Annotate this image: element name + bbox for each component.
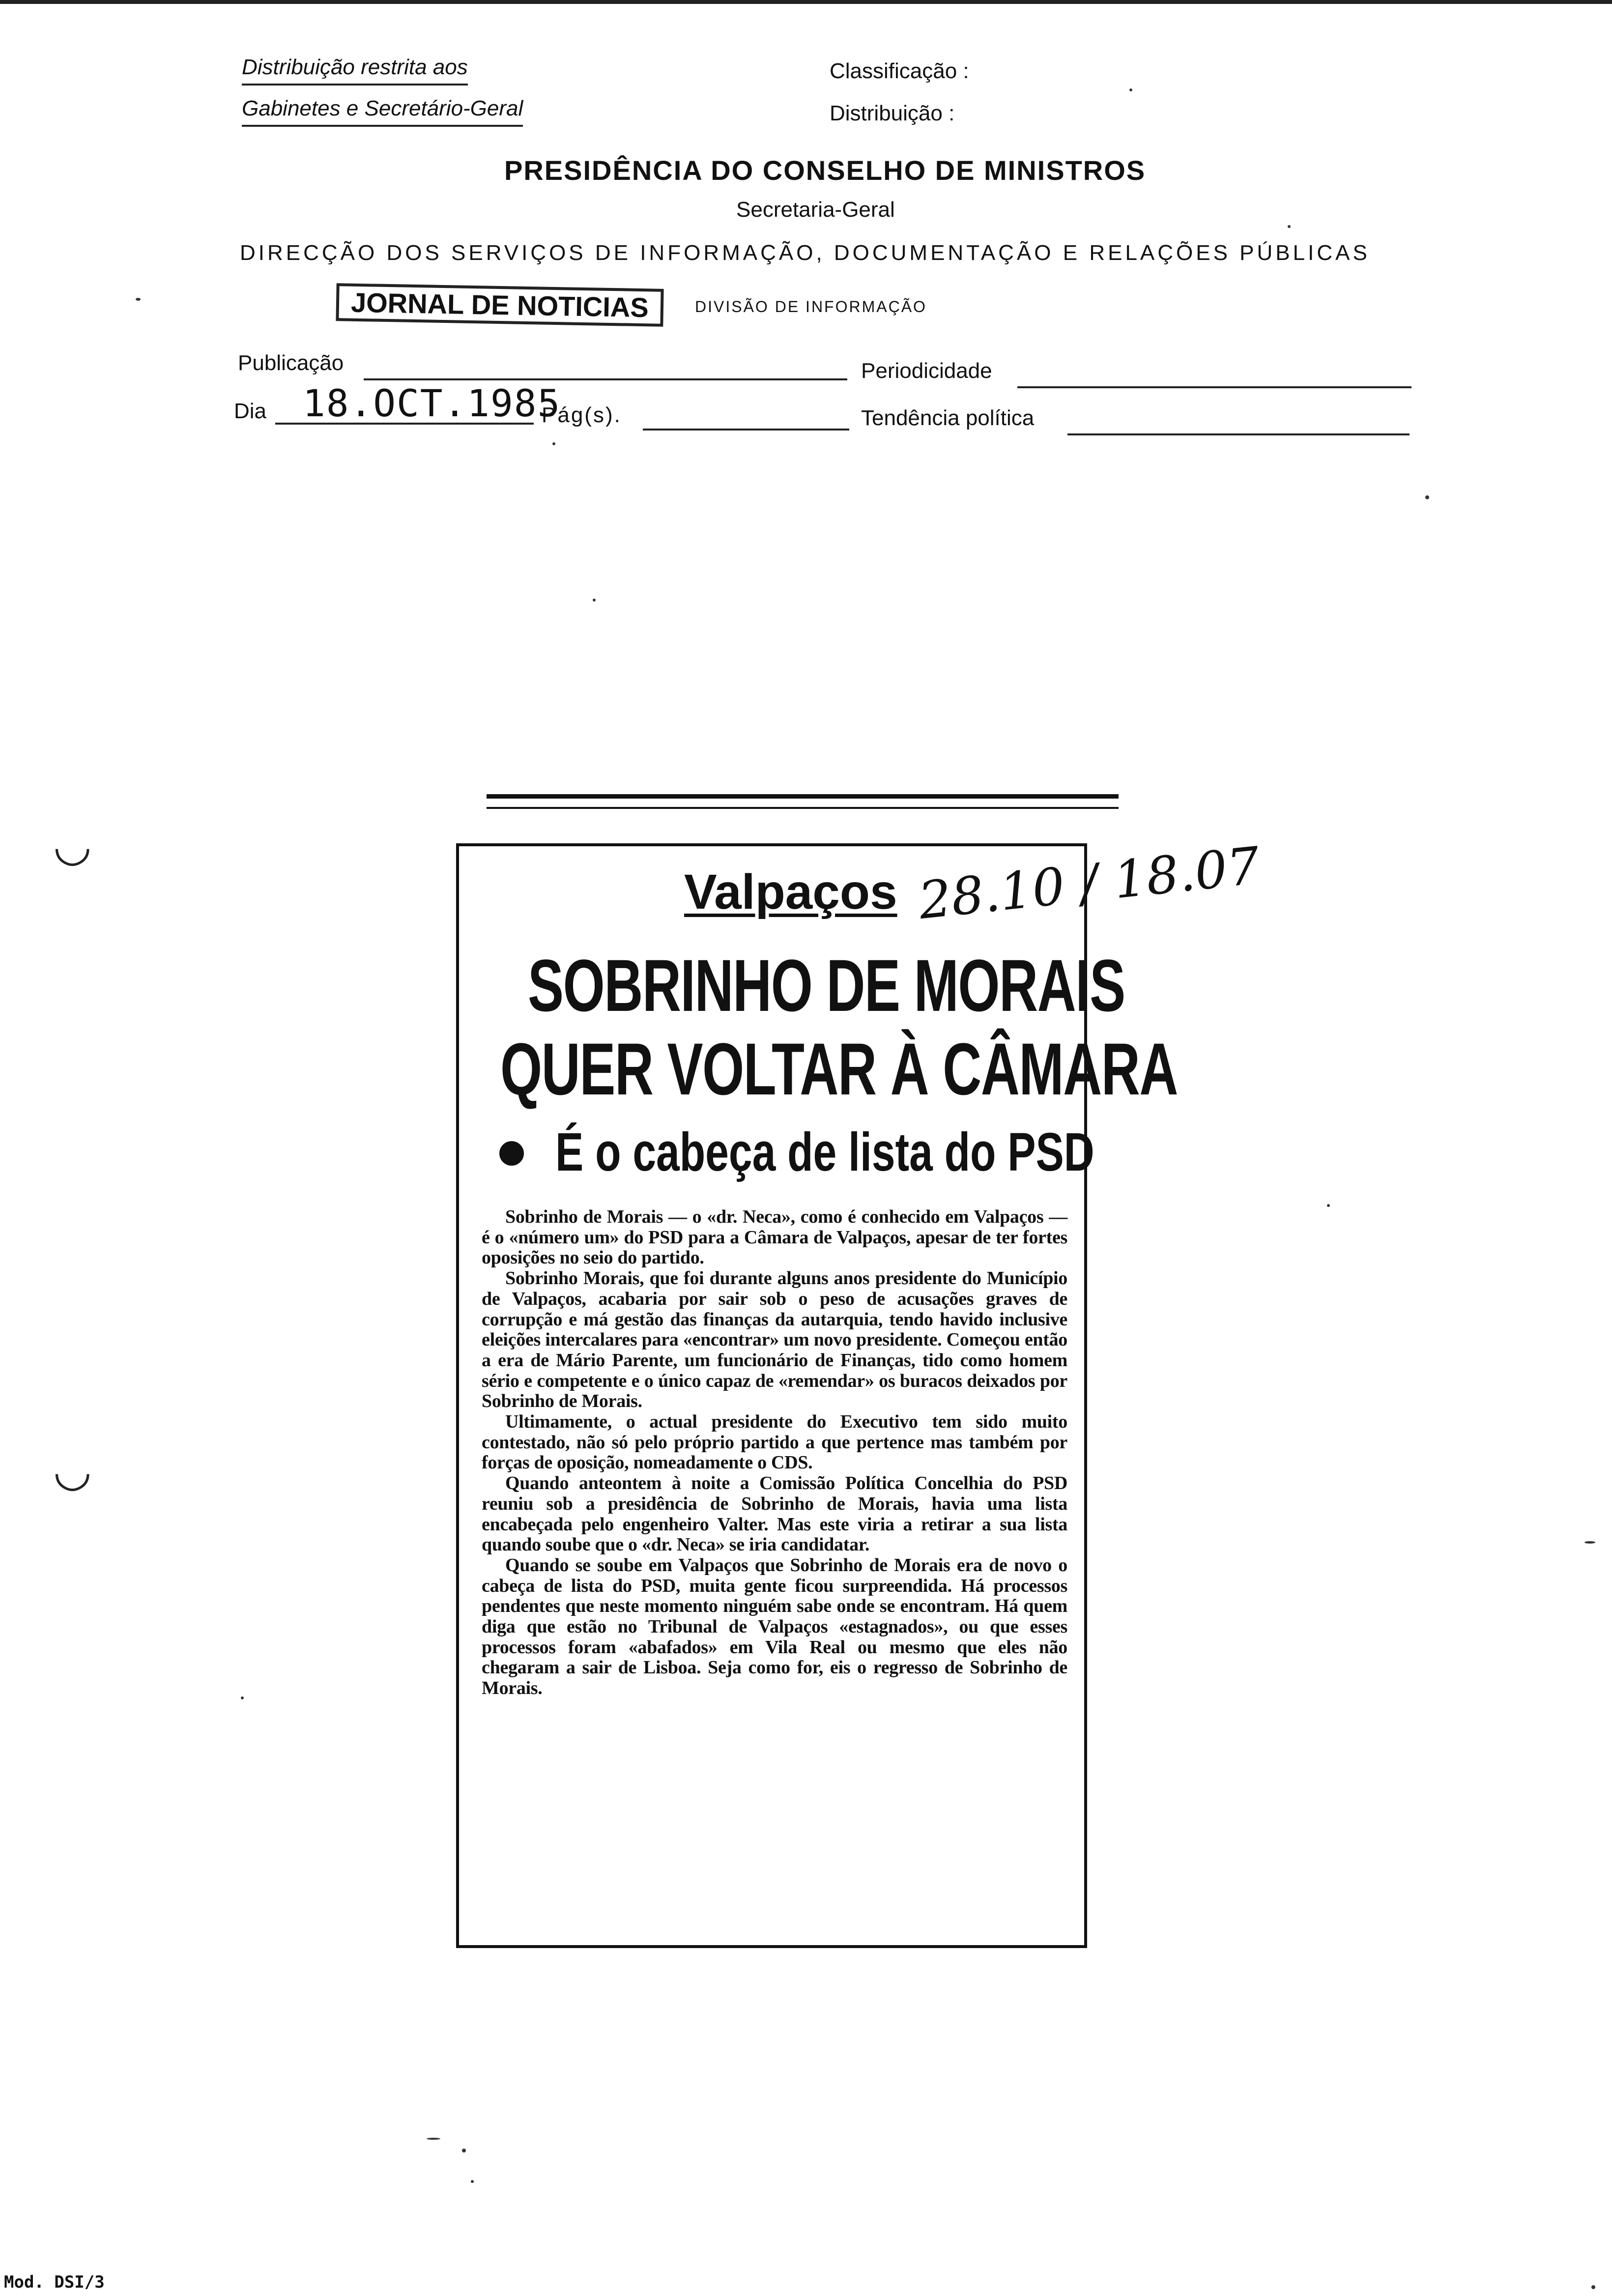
scan-speck	[1425, 495, 1429, 499]
punch-hole-mark: ◡	[53, 821, 92, 870]
scan-speck	[552, 442, 555, 445]
scan-speck	[462, 2149, 466, 2152]
dia-label: Dia	[234, 399, 267, 423]
classificacao-label: Classificação :	[830, 59, 969, 83]
scan-speck	[1288, 225, 1291, 228]
scan-speck	[427, 2138, 440, 2140]
tendencia-label: Tendência política	[861, 406, 1035, 430]
dia-field-line	[275, 420, 534, 425]
scan-speck	[471, 2180, 474, 2183]
article-paragraph: Quando anteontem à noite a Comissão Política Concelhia do PSD reuniu sob a presidência de Sobrinho de Morais, havia uma lista encabeçada pelo engenheiro Valter. Mas este viria a retirar a sua lista quando soube que o «dr. Neca» se iria candidatar.	[482, 1473, 1067, 1555]
pag-field-line	[643, 426, 849, 430]
clipping-kicker: Valpaços	[684, 864, 897, 919]
scan-speck	[1591, 2285, 1595, 2289]
handwritten-date-note: 28.10 / 18.07	[916, 835, 1263, 931]
article-paragraph: Quando se soube em Valpaços que Sobrinho de Morais era de novo o cabeça de lista do PSD, muita gente ficou surpreendida. Há processos pendentes que neste momento ninguém sabe onde se encontram. Há quem diga que estão no Tribunal de Valpaços «estagnados», ou que esses processos foram «abafados» em Vila Real ou mesmo que eles não chegaram a sair de Lisboa. Seja como for, eis o regresso de Sobrinho de Morais.	[482, 1554, 1067, 1699]
scan-speck	[593, 599, 596, 602]
subheadline: É o cabeça de lista do PSD	[555, 1122, 1094, 1182]
newspaper-stamp: JORNAL DE NOTICIAS	[336, 283, 663, 327]
subheadline-bullet	[499, 1141, 524, 1166]
scan-top-edge	[0, 0, 1612, 4]
clipping-top-rule-thin	[487, 807, 1119, 809]
distribution-note-line2: Gabinetes e Secretário-Geral	[242, 96, 523, 127]
form-code: Mod. DSI/3	[4, 2272, 105, 2292]
headline-line1: SOBRINHO DE MORAIS	[528, 944, 1125, 1027]
scan-speck	[1327, 1204, 1330, 1207]
tendencia-field-line	[1067, 430, 1410, 435]
article-paragraph: Ultimamente, o actual presidente do Executivo tem sido muito contestado, não só pelo próprio partido a que pertence mas também por forças de oposição, nomeadamente o CDS.	[482, 1411, 1067, 1473]
publicacao-field-line	[364, 375, 847, 380]
distribution-note-line1: Distribuição restrita aos	[242, 55, 468, 86]
distribuicao-label: Distribuição :	[830, 101, 955, 125]
periodicidade-label: Periodicidade	[861, 359, 992, 383]
divisao-label: DIVISÃO DE INFORMAÇÃO	[695, 298, 927, 316]
headline-line2: QUER VOLTAR À CÂMARA	[500, 1028, 1178, 1110]
pag-label: Pág(s).	[542, 403, 622, 427]
periodicidade-field-line	[1017, 383, 1411, 388]
publicacao-label: Publicação	[238, 351, 344, 375]
scan-speck	[1129, 88, 1132, 91]
clipping-top-rule	[487, 794, 1119, 799]
dia-date-stamp: 18.OCT.1985	[303, 381, 561, 425]
scan-speck	[136, 298, 141, 301]
direccao-line: DIRECÇÃO DOS SERVIÇOS DE INFORMAÇÃO, DOCUMENTAÇÃO E RELAÇÕES PÚBLICAS	[240, 241, 1370, 265]
page-title: PRESIDÊNCIA DO CONSELHO DE MINISTROS	[504, 155, 1146, 186]
punch-hole-mark: ◡	[53, 1446, 92, 1495]
scan-speck	[1584, 1541, 1595, 1544]
scan-speck	[241, 1696, 244, 1699]
article-body	[482, 1207, 1067, 1699]
article-paragraph: Sobrinho de Morais — o «dr. Neca», como é conhecido em Valpaços — é o «número um» do PSD para a Câmara de Valpaços, apesar de ter fortes oposições no seio do partido.	[482, 1206, 1067, 1268]
article-paragraph: Sobrinho Morais, que foi durante alguns anos presidente do Município de Valpaços, acabaria por sair sob o peso de acusações graves de corrupção e má gestão das finanças da autarquia, tendo havido inclusive eleições intercalares para «encontrar» um novo presidente. Começou então a era de Mário Parente, um funcionário de Finanças, tido como homem sério e competente e o único capaz de «remendar» os buracos deixados por Sobrinho de Morais.	[482, 1268, 1067, 1412]
page-subtitle: Secretaria-Geral	[736, 198, 895, 222]
